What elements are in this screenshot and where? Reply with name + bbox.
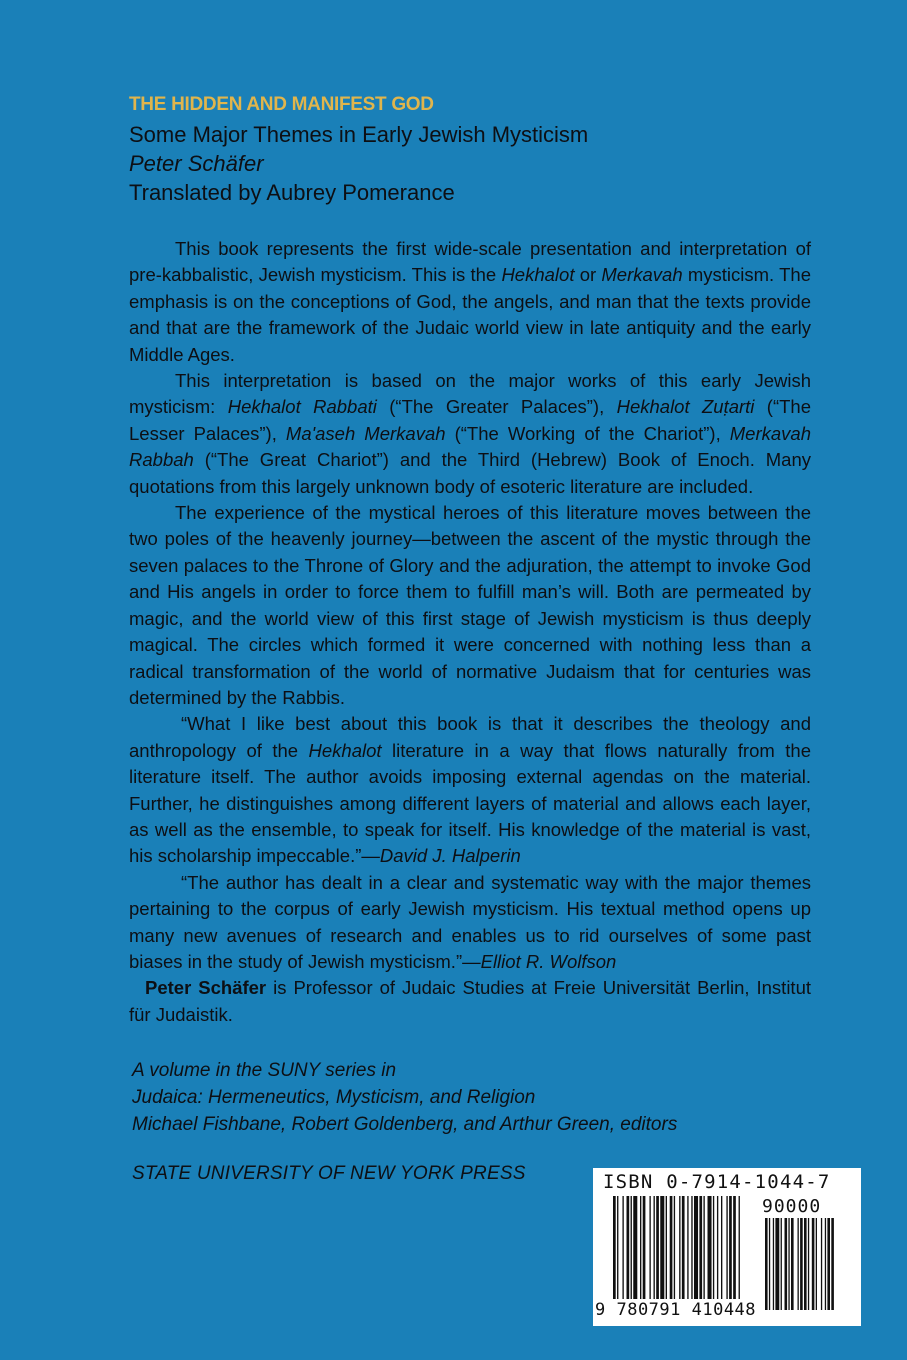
barcode-bar xyxy=(739,1196,740,1299)
series-info xyxy=(132,1057,677,1138)
book-author: Peter Schäfer xyxy=(129,151,264,176)
barcode-bar xyxy=(654,1196,655,1299)
ean-digits: 9 780791 410448 xyxy=(595,1300,757,1320)
barcode-bar xyxy=(703,1196,704,1299)
series-line: Judaica: Hermeneutics, Mysticism, and Religion xyxy=(132,1087,536,1108)
barcode-bar xyxy=(825,1218,826,1310)
barcode-bar xyxy=(627,1196,630,1299)
barcode-bar xyxy=(821,1218,822,1310)
barcode-bar xyxy=(643,1196,646,1299)
barcode-bar xyxy=(708,1196,712,1299)
barcode-bar xyxy=(694,1196,698,1299)
barcode-bar xyxy=(622,1196,623,1299)
series-line: A volume in the SUNY series in xyxy=(132,1060,397,1081)
barcode-bar xyxy=(649,1196,650,1299)
translator-credit: Translated by Aubrey Pomerance xyxy=(129,180,455,205)
review-quote-wolfson: “The author has dealt in a clear and systematic way with the major themes pertaining to the corpus of early Jewish mysticism. His textual method opens up many new avenues of research and enables us to rid ourselves of some past biases in the study of Jewish mysticism.”—Elliot R. Wolfson xyxy=(129,871,811,972)
barcode-bar xyxy=(691,1196,692,1299)
book-title: THE HIDDEN AND MANIFEST GOD xyxy=(129,94,434,115)
barcode-bar xyxy=(775,1218,779,1310)
barcode-bar xyxy=(831,1218,834,1310)
barcode-bar xyxy=(733,1196,736,1299)
book-subtitle: Some Major Themes in Early Jewish Mysticism xyxy=(129,122,589,147)
barcode-bar xyxy=(816,1218,817,1310)
barcode-bar xyxy=(812,1218,815,1310)
barcode-bar xyxy=(656,1196,659,1299)
barcode-bar xyxy=(781,1218,782,1310)
barcode-bar xyxy=(631,1196,632,1299)
barcode-bar xyxy=(660,1196,664,1299)
barcode-bar xyxy=(721,1196,722,1299)
price-code: 90000 xyxy=(762,1196,822,1217)
barcode-bar xyxy=(791,1218,794,1310)
barcode-bar xyxy=(613,1196,616,1299)
series-line: Michael Fishbane, Robert Goldenberg, and Arthur Green, editors xyxy=(132,1114,678,1135)
blurb-paragraph-3: The experience of the mystical heroes of this literature moves between the two poles of the heavenly journey—between the ascent of the mystic through the seven palaces to the Throne of Glory and the adjuration, the attempt to invoke God and His angels in order to force them to fulfill man’s will. Both are permeated by magic, and the world view of this first stage of Jewish mysticism is thus deeply magical. The circles which formed it were concerned with nothing less than a radical transformation of the world of normative Judaism that for centuries was determined by the Rabbis. xyxy=(129,502,811,708)
barcode-bar xyxy=(800,1218,803,1310)
barcode-bar xyxy=(633,1196,637,1299)
barcode-bar xyxy=(640,1196,641,1299)
barcode-bar xyxy=(699,1196,702,1299)
barcode-bar xyxy=(729,1196,732,1299)
barcode-bar xyxy=(808,1218,809,1310)
publisher-name: STATE UNIVERSITY OF NEW YORK PRESS xyxy=(132,1163,526,1184)
barcode-bar xyxy=(687,1196,688,1299)
barcode-bar xyxy=(674,1196,675,1299)
isbn-label: ISBN 0-7914-1044-7 xyxy=(603,1171,831,1193)
barcode-bar xyxy=(785,1218,788,1310)
barcode-bar xyxy=(765,1218,768,1310)
barcode-bar xyxy=(717,1196,718,1299)
barcode-bar xyxy=(769,1218,770,1310)
barcode-bar xyxy=(804,1218,807,1310)
blurb-paragraph-1: This book represents the first wide-scale presentation and interpretation of pre-kabbalistic, Jewish mysticism. This is the Hekhalot or Merkavah mysticism. The emphasis is on the conceptions of God, the angels, and man that the texts provide and that are the framework of the Judaic world view in late antiquity and the early Middle Ages. xyxy=(129,238,811,365)
barcode-bar xyxy=(617,1196,618,1299)
reviewer-name: Elliot R. Wolfson xyxy=(480,950,617,972)
barcode-bar xyxy=(726,1196,727,1299)
barcode-bar xyxy=(798,1218,799,1310)
barcode-bar xyxy=(670,1196,673,1299)
barcode-bar xyxy=(827,1218,830,1310)
barcode-bar xyxy=(666,1196,667,1299)
barcode-bar xyxy=(682,1196,685,1299)
blurb-paragraph-2: This interpretation is based on the major works of this early Jewish mysticism: Hekhalot Rabbati (“The Greater Palaces”), Hekhalot Zuṭarti (“The Lesser Palaces”), Ma'aseh Merkavah (“The Working of the Chariot”), Merkavah Rabbah (“The Great Chariot”) and the Third (Hebrew) Book of Enoch. Many quotations from this largely unknown body of esoteric literature are included. xyxy=(129,370,811,497)
barcode-bar xyxy=(679,1196,680,1299)
author-bio-name: Peter Schäfer xyxy=(145,977,267,999)
review-quote-halperin: “What I like best about this book is that it describes the theology and anthropology of the Hekhalot literature in a way that flows naturally from the literature itself. The author avoids imposing external agendas on the material. Further, he distinguishes among different layers of material and allows each layer, as well as the ensemble, to speak for itself. His knowledge of the material is vast, his scholarship impeccable.”—David J. Halperin xyxy=(129,713,811,867)
author-bio: Peter Schäfer is Professor of Judaic Studies at Freie Universität Berlin, Institut für Judaistik. xyxy=(129,977,812,1025)
barcode-bar xyxy=(713,1196,714,1299)
isbn-barcode xyxy=(593,1168,861,1326)
barcode-bar xyxy=(773,1218,774,1310)
barcode-bar xyxy=(788,1218,789,1310)
reviewer-name: David J. Halperin xyxy=(379,845,521,867)
blurb xyxy=(129,236,811,1028)
